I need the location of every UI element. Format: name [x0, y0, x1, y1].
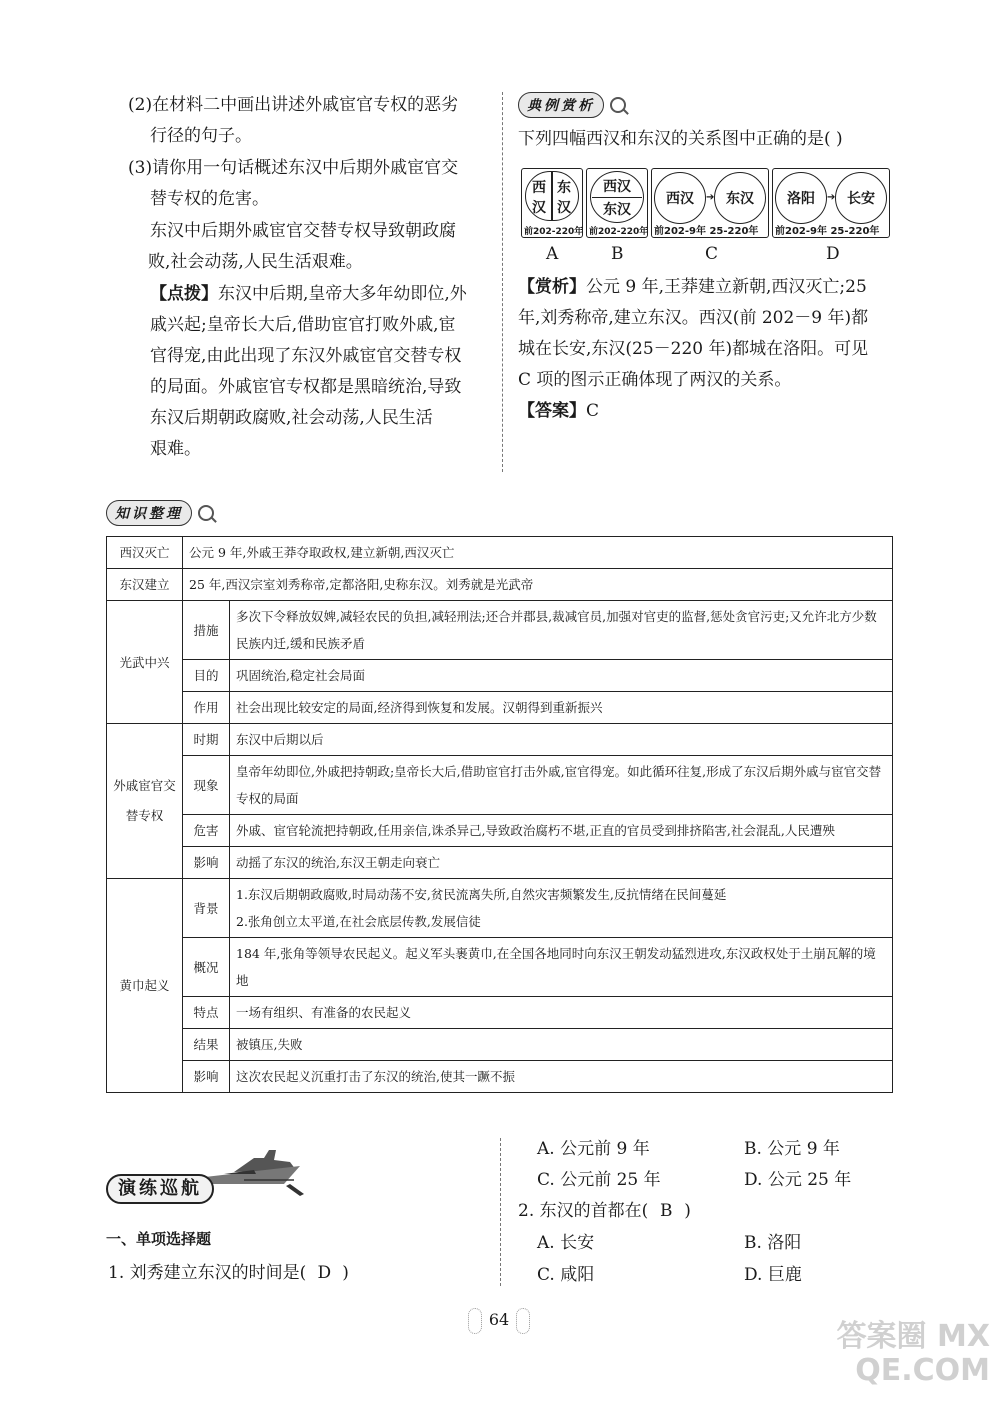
subtopic-cell: 危害	[183, 815, 230, 847]
diagram-b-label: B	[611, 244, 624, 264]
diagram-d-label: D	[826, 244, 840, 264]
tip-line2: 戚兴起;皇帝长大后,借助宦官打败外戚,宦	[150, 315, 456, 335]
table-row	[107, 847, 893, 879]
table-row	[107, 601, 893, 660]
practice-banner	[104, 1144, 304, 1208]
content-cell: 皇帝年幼即位,外戚把持朝政;皇帝长大后,借助宦官打击外戚,宦官得宠。如此循环往复,形成了东汉后期外戚与宦官交替专权的局面	[230, 756, 893, 815]
subtopic-cell: 时期	[183, 724, 230, 756]
diagram-a-text-4: 汉	[557, 200, 571, 216]
arrow-right-icon: ➔	[827, 192, 836, 203]
tip-block	[150, 279, 490, 465]
answer-line1: 东汉中后期外戚宦官交替专权导致朝政腐	[150, 221, 456, 241]
subtopic-cell: 影响	[183, 847, 230, 879]
diagram-a-text-2: 汉	[532, 200, 546, 216]
q1-stem: 1. 刘秀建立东汉的时间是(	[108, 1263, 307, 1283]
content-cell: 动摇了东汉的统治,东汉王朝走向衰亡	[230, 847, 893, 879]
q1-close: )	[342, 1263, 349, 1283]
table-row	[107, 569, 893, 601]
tip-label: 【点拨】	[150, 284, 218, 304]
table-row	[107, 756, 893, 815]
q2-option-a: A. 长安	[537, 1233, 595, 1253]
diagram-a-foot: 前202-220年	[524, 227, 584, 237]
column-divider-top	[502, 92, 503, 472]
magnifier-icon	[198, 505, 214, 521]
content-line: 1.东汉后期朝政腐败,时局动荡不安,贫民流离失所,自然灾害频繁发生,反抗情绪在民间蔓延	[236, 887, 727, 902]
practice-q2	[518, 1196, 691, 1227]
q2-answer: B	[660, 1201, 673, 1221]
topic-cell: 西汉灭亡	[107, 537, 183, 569]
question-3-line1: (3)请你用一句话概述东汉中后期外戚宦官交	[128, 158, 459, 178]
q1-option-a: A. 公元前 9 年	[537, 1139, 650, 1159]
tip-line6: 艰难。	[150, 439, 201, 459]
subtopic-cell: 现象	[183, 756, 230, 815]
question-2	[128, 90, 498, 152]
topic-cell: 黄巾起义	[107, 879, 183, 1093]
knowledge-tag-pill: 知识整理	[106, 500, 192, 526]
diagram-b-foot: 前202-220年	[589, 227, 649, 237]
subtopic-cell: 结果	[183, 1029, 230, 1061]
example-tag	[518, 92, 626, 118]
section-heading: 一、单项选择题	[106, 1230, 212, 1248]
content-cell: 巩固统治,稳定社会局面	[230, 660, 893, 692]
analysis-line4: C 项的图示正确体现了两汉的关系。	[518, 370, 792, 390]
diagram-c-label: C	[705, 244, 719, 264]
question-2-line2: 行径的句子。	[150, 126, 252, 146]
q2-close: )	[684, 1201, 691, 1221]
table-row	[107, 1029, 893, 1061]
table-row	[107, 938, 893, 997]
q2-option-b: B. 洛阳	[744, 1233, 802, 1253]
column-divider-bottom	[500, 1138, 501, 1286]
diagram-c-left-circle: 西汉	[654, 172, 706, 224]
watermark: 答案圈 MXQE.COM	[836, 1319, 990, 1388]
magnifier-icon	[610, 97, 626, 113]
analysis-line3: 城在长安,东汉(25－220 年)都城在洛阳。可见	[518, 339, 869, 359]
analysis-line1: 公元 9 年,王莽建立新朝,西汉灭亡;25	[586, 277, 867, 297]
diagram-d-right-circle: 长安	[835, 172, 887, 224]
content-cell: 东汉中后期以后	[230, 724, 893, 756]
content-cell: 184 年,张角等领导农民起义。起义军头裹黄巾,在全国各地同时向东汉王朝发动猛烈进攻,东汉政权处于土崩瓦解的境地	[230, 938, 893, 997]
topic-cell: 东汉建立	[107, 569, 183, 601]
question-2-line1: (2)在材料二中画出讲述外戚宦官专权的恶劣	[128, 95, 459, 115]
table-row	[107, 692, 893, 724]
diagram-a	[521, 168, 583, 238]
diagram-d-left-circle: 洛阳	[775, 172, 827, 224]
table-row	[107, 1061, 893, 1093]
subtopic-cell: 影响	[183, 1061, 230, 1093]
topic-cell: 光武中兴	[107, 601, 183, 724]
topic-cell: 外戚宦官交替专权	[107, 724, 183, 879]
knowledge-tag	[106, 500, 214, 526]
diagram-b	[586, 168, 648, 238]
diagram-d	[772, 168, 890, 238]
q1-option-b: B. 公元 9 年	[744, 1139, 840, 1159]
diagram-d-foot: 前202-9年 25-220年	[775, 226, 880, 237]
subtopic-cell: 概况	[183, 938, 230, 997]
question-3	[128, 153, 498, 215]
content-cell: 这次农民起义沉重打击了东汉的统治,使其一蹶不振	[230, 1061, 893, 1093]
q2-option-d: D. 巨鹿	[744, 1265, 802, 1285]
diagram-c-foot: 前202-9年 25-220年	[654, 226, 759, 237]
knowledge-table	[106, 536, 893, 1093]
content-cell: 多次下令释放奴婢,减轻农民的负担,减轻刑法;还合并郡县,裁减官员,加强对官吏的监督,惩处贪官污吏;又允许北方少数民族内迁,缓和民族矛盾	[230, 601, 893, 660]
diagram-a-text-1: 西	[532, 180, 546, 196]
answer-value: C	[586, 401, 600, 421]
analysis-label: 【赏析】	[518, 277, 586, 297]
subtopic-cell: 目的	[183, 660, 230, 692]
table-row	[107, 815, 893, 847]
content-cell: 25 年,西汉宗室刘秀称帝,定都洛阳,史称东汉。刘秀就是光武帝	[183, 569, 893, 601]
content-line: 2.张角创立太平道,在社会底层传教,发展信徒	[236, 914, 481, 929]
tip-line1: 东汉中后期,皇帝大多年幼即位,外	[218, 284, 467, 304]
answer-label: 【答案】	[518, 401, 586, 421]
subtopic-cell: 背景	[183, 879, 230, 938]
q1-option-d: D. 公元 25 年	[744, 1170, 852, 1190]
q1-answer: D	[317, 1263, 332, 1283]
tip-line4: 的局面。外戚宦官专权都是黑暗统治,导致	[150, 377, 462, 397]
practice-q1	[108, 1258, 349, 1289]
table-row	[107, 997, 893, 1029]
table-row	[107, 537, 893, 569]
q2-option-c: C. 咸阳	[537, 1265, 595, 1285]
tip-line3: 官得宠,由此出现了东汉外戚宦官交替专权	[150, 346, 462, 366]
table-row	[107, 660, 893, 692]
diagram-a-label: A	[546, 244, 559, 264]
content-cell	[230, 879, 893, 938]
diagram-c	[651, 168, 769, 238]
page-number: 64	[468, 1302, 530, 1338]
diagram-c-right-circle: 东汉	[714, 172, 766, 224]
example-question: 下列四幅西汉和东汉的关系图中正确的是( )	[518, 129, 843, 149]
diagram-b-circle	[590, 171, 644, 223]
subtopic-cell: 作用	[183, 692, 230, 724]
q2-stem: 2. 东汉的首都在(	[518, 1201, 649, 1221]
content-cell: 社会出现比较安定的局面,经济得到恢复和发展。汉朝得到重新振兴	[230, 692, 893, 724]
question-3-line2: 替专权的危害。	[150, 189, 269, 209]
arrow-right-icon: ➔	[706, 192, 715, 203]
practice-banner-label: 演练巡航	[106, 1174, 214, 1204]
diagram-a-text-3: 东	[557, 180, 571, 196]
example-tag-pill: 典例赏析	[518, 92, 604, 118]
content-cell: 被镇压,失败	[230, 1029, 893, 1061]
analysis-line2: 年,刘秀称帝,建立东汉。西汉(前 202－9 年)都	[518, 308, 869, 328]
analysis-block	[518, 272, 898, 427]
table-row	[107, 724, 893, 756]
answer-line2: 败,社会动荡,人民生活艰难。	[148, 252, 363, 272]
subtopic-cell: 措施	[183, 601, 230, 660]
diagram-b-bottom: 东汉	[603, 201, 631, 218]
subtopic-cell: 特点	[183, 997, 230, 1029]
tip-line5: 东汉后期朝政腐败,社会动荡,人民生活	[150, 408, 433, 428]
q1-option-c: C. 公元前 25 年	[537, 1170, 661, 1190]
content-cell: 外戚、宦官轮流把持朝政,任用亲信,诛杀异己,导致政治腐朽不堪,正直的官员受到排挤陷害,社会混乱,人民遭殃	[230, 815, 893, 847]
content-cell: 公元 9 年,外戚王莽夺取政权,建立新朝,西汉灭亡	[183, 537, 893, 569]
content-cell: 一场有组织、有准备的农民起义	[230, 997, 893, 1029]
diagram-b-top: 西汉	[603, 178, 631, 195]
table-row	[107, 879, 893, 938]
answer-text	[150, 216, 500, 278]
